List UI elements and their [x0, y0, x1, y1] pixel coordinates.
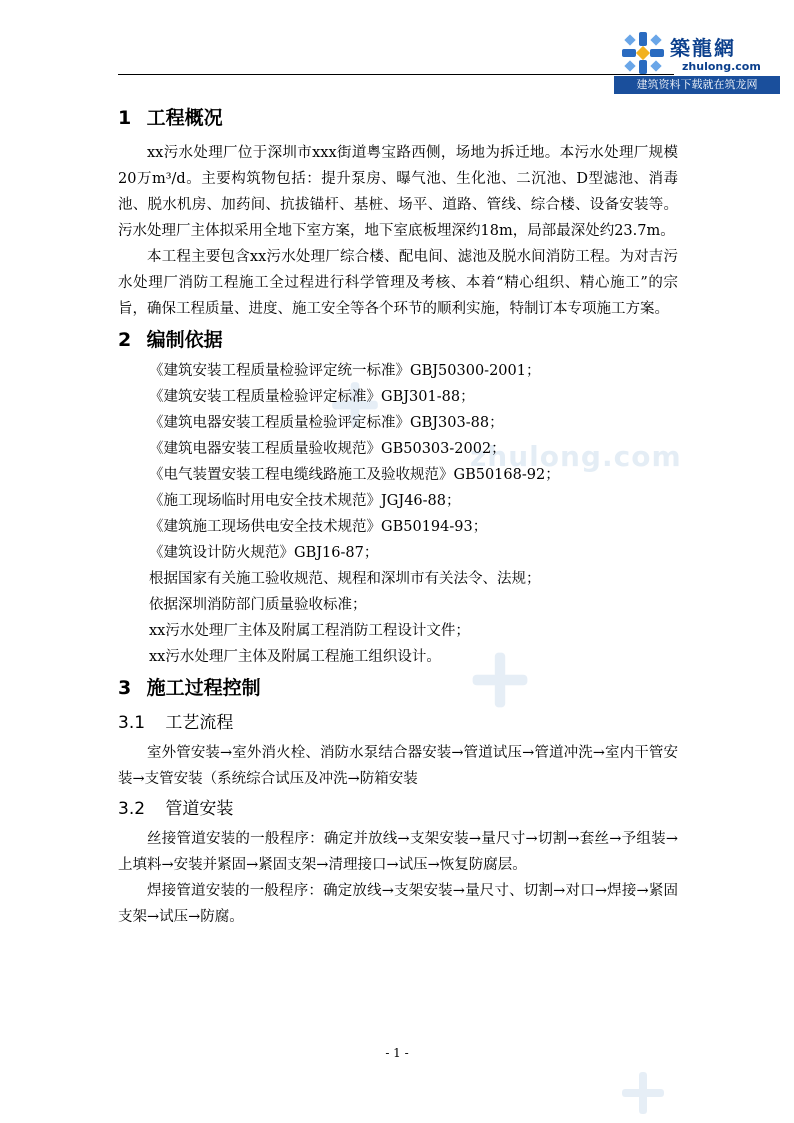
paragraph: 室外管安装→室外消火栓、消防水泵结合器安装→管道试压→管道冲洗→室内干管安装→支管安装（系统综合试压及冲洗→防箱安装 [118, 745, 678, 787]
reference-item: 《建筑电器安装工程质量检验评定标准》GBJ303-88； [149, 415, 504, 431]
section-title: 施工过程控制 [146, 677, 261, 699]
watermark-text: zhulong.com [470, 440, 682, 473]
section-title: 工程概况 [146, 107, 223, 129]
zhulong-logo [614, 24, 780, 94]
reference-item: 《电气装置安装工程电缆线路施工及验收规范》GB50168-92； [149, 467, 560, 483]
section-heading [118, 670, 678, 706]
paragraph: 焊接管道安装的一般程序：确定放线→支架安装→量尺寸、切割→对口→焊接→紧固支架→试压→防腐。 [118, 883, 678, 925]
page-number: - 1 - [385, 1046, 409, 1060]
section-number: 3 [118, 677, 132, 699]
section-heading [118, 100, 678, 136]
reference-item: xx污水处理厂主体及附属工程施工组织设计。 [149, 649, 441, 665]
reference-item: 《建筑施工现场供电安全技术规范》GB50194-93； [149, 519, 488, 535]
paragraph: xx污水处理厂位于深圳市xxx街道粤宝路西侧，场地为拆迁地。本污水处理厂规模20万m³/d。主要构筑物包括：提升泵房、曝气池、生化池、二沉池、D型滤池、消毒池、脱水机房、加药间、抗拔锚杆、基桩、场平、道路、管线、综合楼、设备安装等。污水处理厂主体拟采用全地下室方案，地下室底板埋深约18m，局部最深处约23.7m。 [118, 145, 678, 239]
paragraph: 丝接管道安装的一般程序：确定并放线→支架安装→量尺寸→切割→套丝→予组装→上填料→安装并紧固→紧固支架→清理接口→试压→恢复防腐层。 [118, 831, 678, 873]
document-body [118, 100, 678, 930]
section-heading [118, 322, 678, 358]
subsection-title: 管道安装 [165, 799, 234, 819]
section-number: 1 [118, 107, 132, 129]
subsection-heading [118, 706, 678, 740]
reference-item: xx污水处理厂主体及附属工程消防工程设计文件； [149, 623, 470, 639]
subsection-number: 3.2 [118, 799, 146, 819]
subsection-number: 3.1 [118, 713, 146, 733]
paragraph: 本工程主要包含xx污水处理厂综合楼、配电间、滤池及脱水间消防工程。为对吉污水处理厂消防工程施工全过程进行科学管理及考核、本着“精心组织、精心施工”的宗旨，确保工程质量、进度、施工安全等各个环节的顺利实施，特制订本专项施工方案。 [118, 249, 678, 317]
reference-item: 《建筑安装工程质量检验评定统一标准》GBJ50300-2001； [149, 363, 541, 379]
section-title: 编制依据 [146, 329, 223, 351]
section-number: 2 [118, 329, 132, 351]
reference-item: 《施工现场临时用电安全技术规范》JGJ46-88； [149, 493, 461, 509]
logo-domain: zhulong.com [682, 60, 761, 73]
logo-name: 築龍網 [670, 36, 736, 60]
reference-item: 依据深圳消防部门质量验收标准； [149, 597, 367, 613]
logo-tagline: 建筑资料下载就在筑龙网 [614, 76, 780, 94]
watermark-snowflake-icon [620, 1070, 666, 1116]
header-rule [118, 74, 674, 75]
subsection-title: 工艺流程 [165, 713, 234, 733]
snowflake-icon [620, 30, 666, 76]
reference-item: 《建筑设计防火规范》GBJ16-87； [149, 545, 379, 561]
reference-item: 根据国家有关施工验收规范、规程和深圳市有关法令、法规； [149, 571, 541, 587]
reference-item: 《建筑安装工程质量检验评定标准》GBJ301-88； [149, 389, 475, 405]
subsection-heading [118, 792, 678, 826]
reference-item: 《建筑电器安装工程质量验收规范》GB50303-2002； [149, 441, 506, 457]
